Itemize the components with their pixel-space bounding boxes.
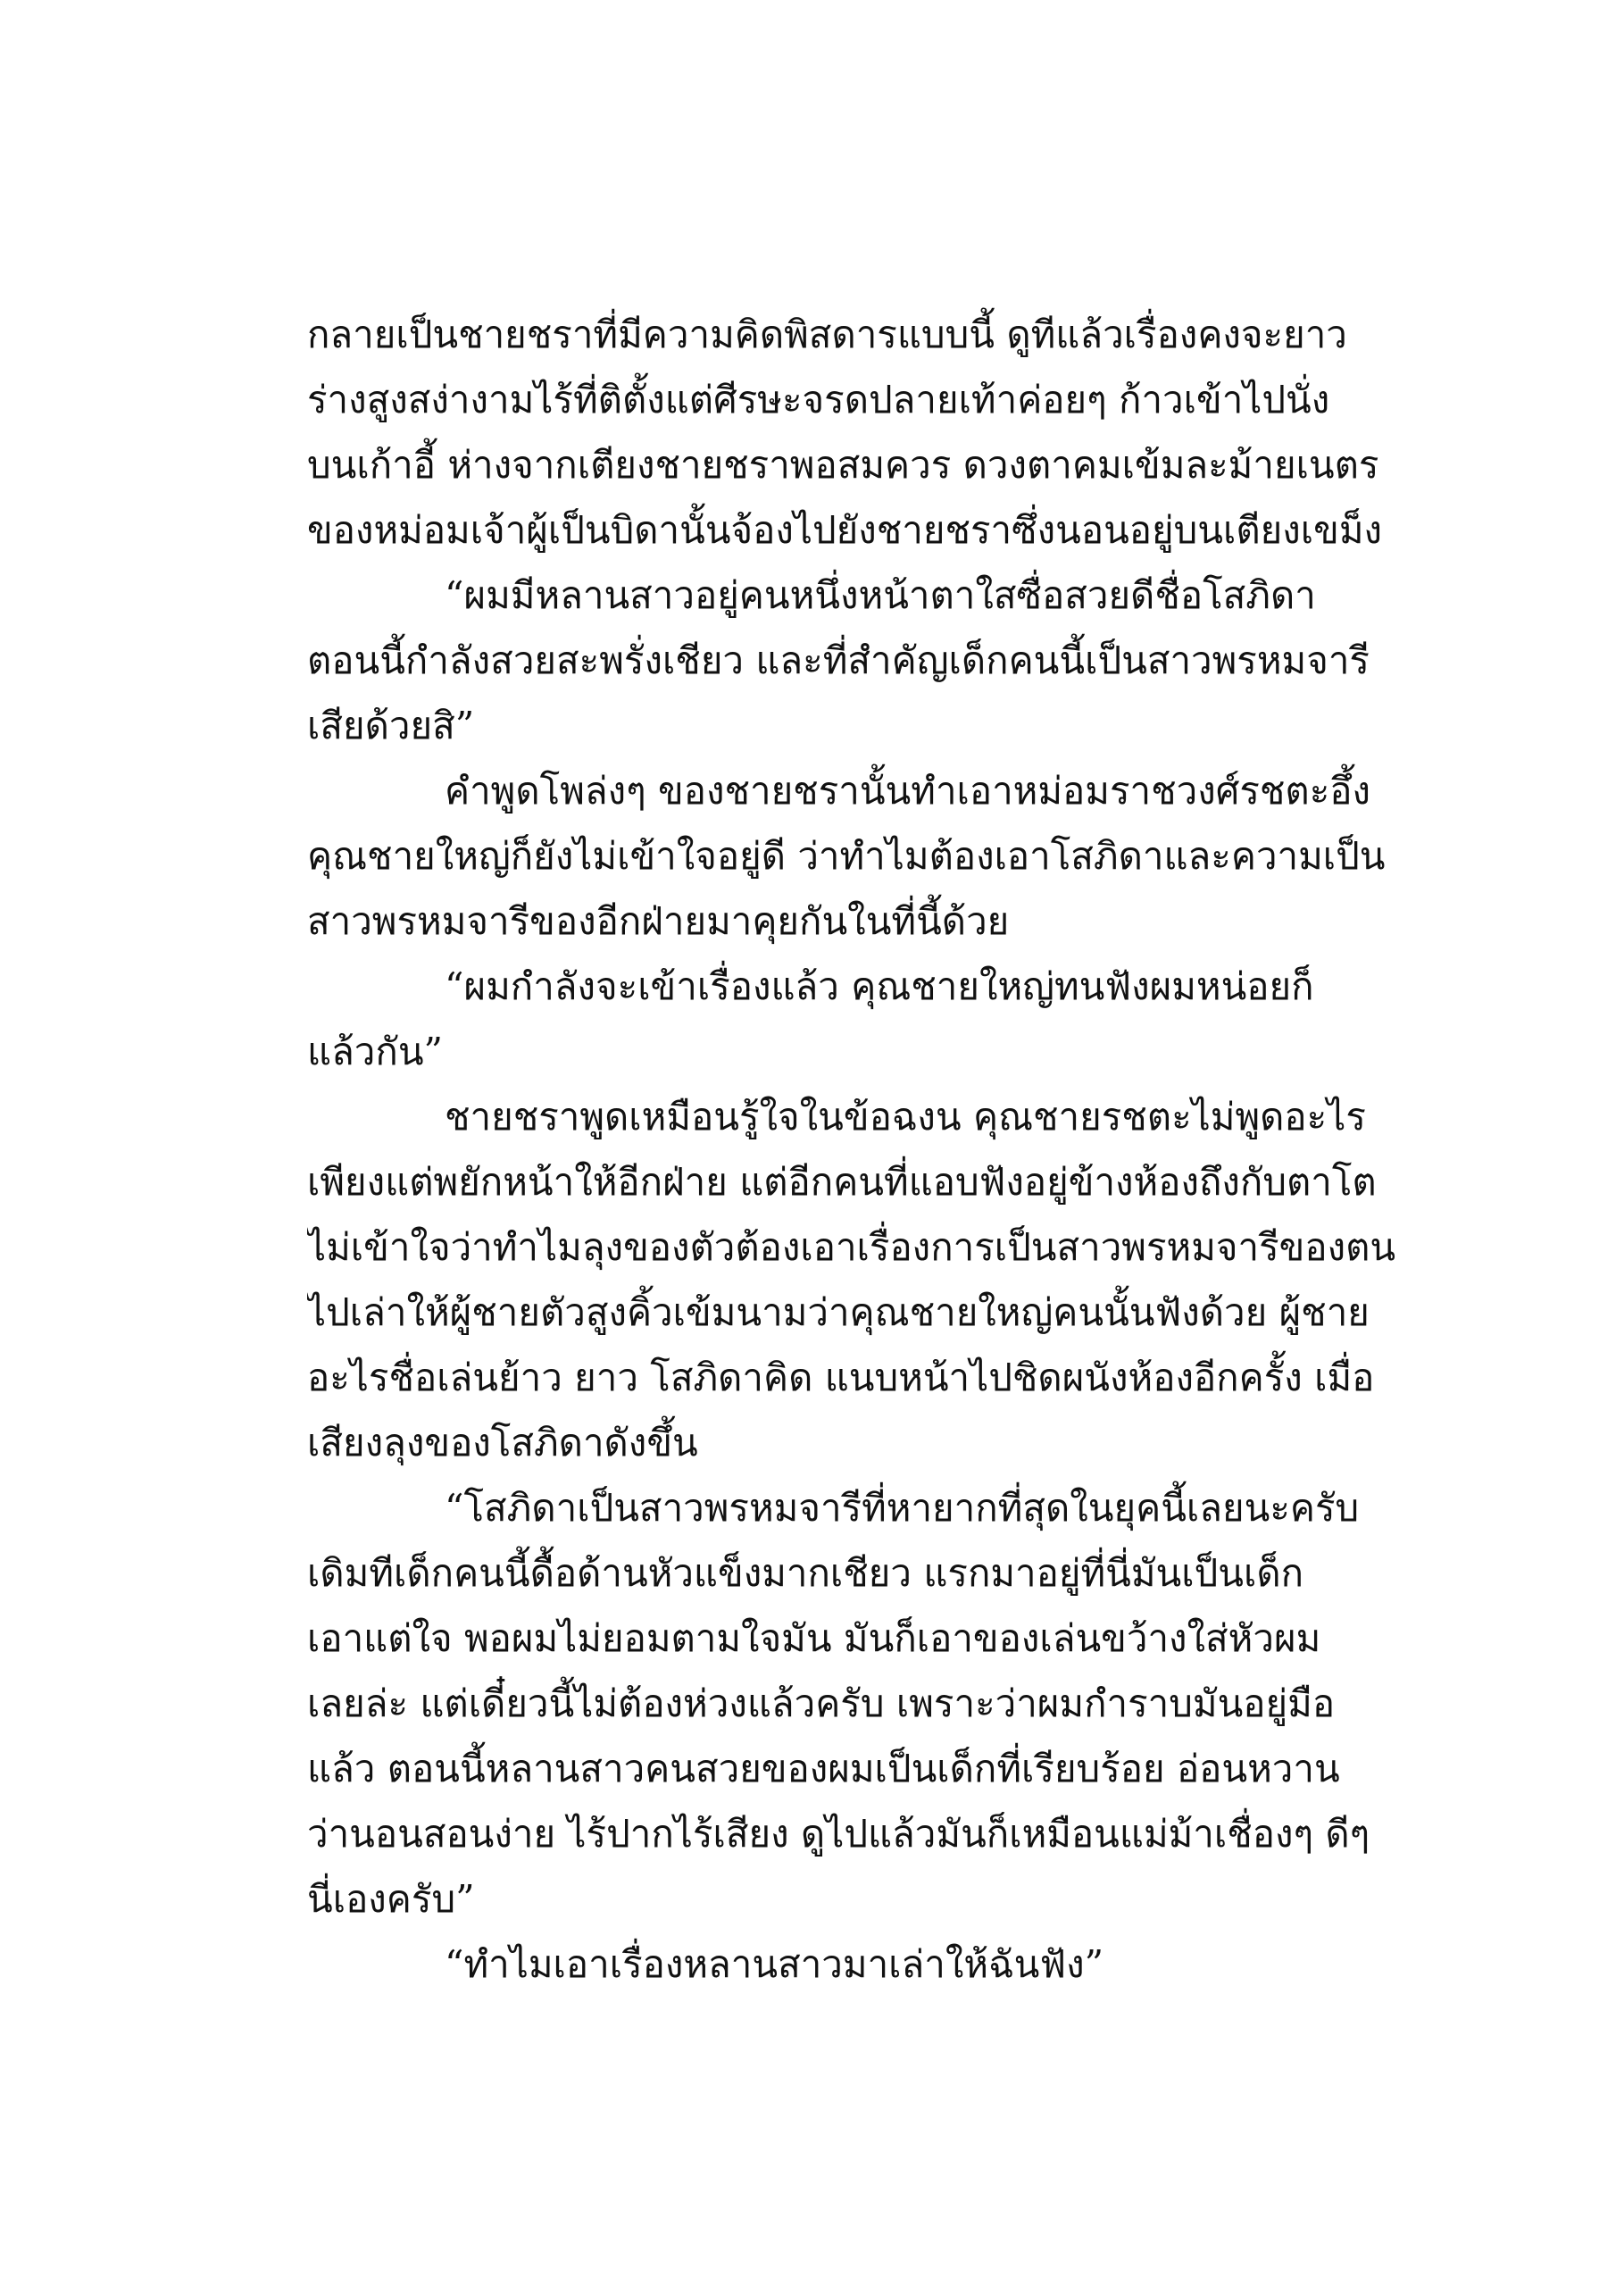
text-line: เอาแต่ใจ พอผมไม่ยอมตามใจมัน มันก็เอาของเล่นขว้างใส่หัวผม: [307, 1616, 1321, 1660]
text-line: ของหม่อมเจ้าผู้เป็นบิดานั้นจ้องไปยังชายชราซึ่งนอนอยู่บนเตียงเขม็ง: [307, 508, 1383, 552]
text-line: เพียงแต่พยักหน้าให้อีกฝ่าย แต่อีกคนที่แอบฟังอยู่ข้างห้องถึงกับตาโต: [307, 1160, 1377, 1204]
text-line: บนเก้าอี้ ห่างจากเตียงชายชราพอสมควร ดวงตาคมเข้มละม้ายเนตร: [307, 443, 1379, 487]
text-line: เดิมทีเด็กคนนี้ดื้อด้านหัวแข็งมากเชียว แรกมาอยู่ที่นี่มันเป็นเด็ก: [307, 1551, 1304, 1595]
paragraph-start-line: ชายชราพูดเหมือนรู้ใจในข้อฉงน คุณชายรชตะไม่พูดอะไร: [445, 1095, 1366, 1139]
paragraph-start-line: “ผมมีหลานสาวอยู่คนหนึ่งหน้าตาใสซื่อสวยดีชื่อโสภิดา: [445, 573, 1316, 617]
paragraph-start-line: “ทำไมเอาเรื่องหลานสาวมาเล่าให้ฉันฟัง”: [445, 1942, 1104, 1986]
text-line: เลยล่ะ แต่เดี๋ยวนี้ไม่ต้องห่วงแล้วครับ เพราะว่าผมกำราบมันอยู่มือ: [307, 1681, 1336, 1725]
text-line: เสียด้วยสิ”: [307, 704, 475, 747]
text-line: ไม่เข้าใจว่าทำไมลุงของตัวต้องเอาเรื่องการเป็นสาวพรหมจารีของตน: [307, 1225, 1396, 1269]
text-line: เสียงลุงของโสภิดาดังขึ้น: [307, 1421, 698, 1464]
text-line: ตอนนี้กำลังสวยสะพรั่งเชียว และที่สำคัญเด็กคนนี้เป็นสาวพรหมจารี: [307, 638, 1370, 682]
text-line: สาวพรหมจารีของอีกฝ่ายมาคุยกันในที่นี้ด้วย: [307, 899, 1010, 943]
text-line: ไปเล่าให้ผู้ชายตัวสูงคิ้วเข้มนามว่าคุณชายใหญ่คนนั้นฟังด้วย ผู้ชาย: [307, 1290, 1370, 1334]
paragraph-start-line: “โสภิดาเป็นสาวพรหมจารีที่หายากที่สุดในยุคนี้เลยนะครับ: [445, 1486, 1360, 1530]
text-line: กลายเป็นชายชราที่มีความคิดพิสดารแบบนี้ ดูทีแล้วเรื่องคงจะยาว: [307, 313, 1347, 356]
body-text: [307, 302, 1407, 1997]
text-line: อะไรชื่อเล่นย้าว ยาว โสภิดาคิด แนบหน้าไปชิดผนังห้องอีกครั้ง เมื่อ: [307, 1356, 1375, 1399]
paragraph-start-line: “ผมกำลังจะเข้าเรื่องแล้ว คุณชายใหญ่ทนฟังผมหน่อยก็: [445, 964, 1314, 1008]
paragraph-start-line: คำพูดโพล่งๆ ของชายชรานั้นทำเอาหม่อมราชวงศ์รชตะอึ้ง: [445, 769, 1370, 813]
text-line: แล้ว ตอนนี้หลานสาวคนสวยของผมเป็นเด็กที่เรียบร้อย อ่อนหวาน: [307, 1747, 1340, 1790]
text-line: ว่านอนสอนง่าย ไร้ปากไร้เสียง ดูไปแล้วมันก็เหมือนแม่ม้าเชื่องๆ ดีๆ: [307, 1812, 1370, 1856]
text-line: นี่เองครับ”: [307, 1877, 475, 1921]
text-line: แล้วกัน”: [307, 1030, 444, 1073]
text-line: ร่างสูงสง่างามไร้ที่ติตั้งแต่ศีรษะจรดปลายเท้าค่อยๆ ก้าวเข้าไปนั่ง: [307, 378, 1330, 421]
text-line: คุณชายใหญ่ก็ยังไม่เข้าใจอยู่ดี ว่าทำไมต้องเอาโสภิดาและความเป็น: [307, 834, 1386, 878]
